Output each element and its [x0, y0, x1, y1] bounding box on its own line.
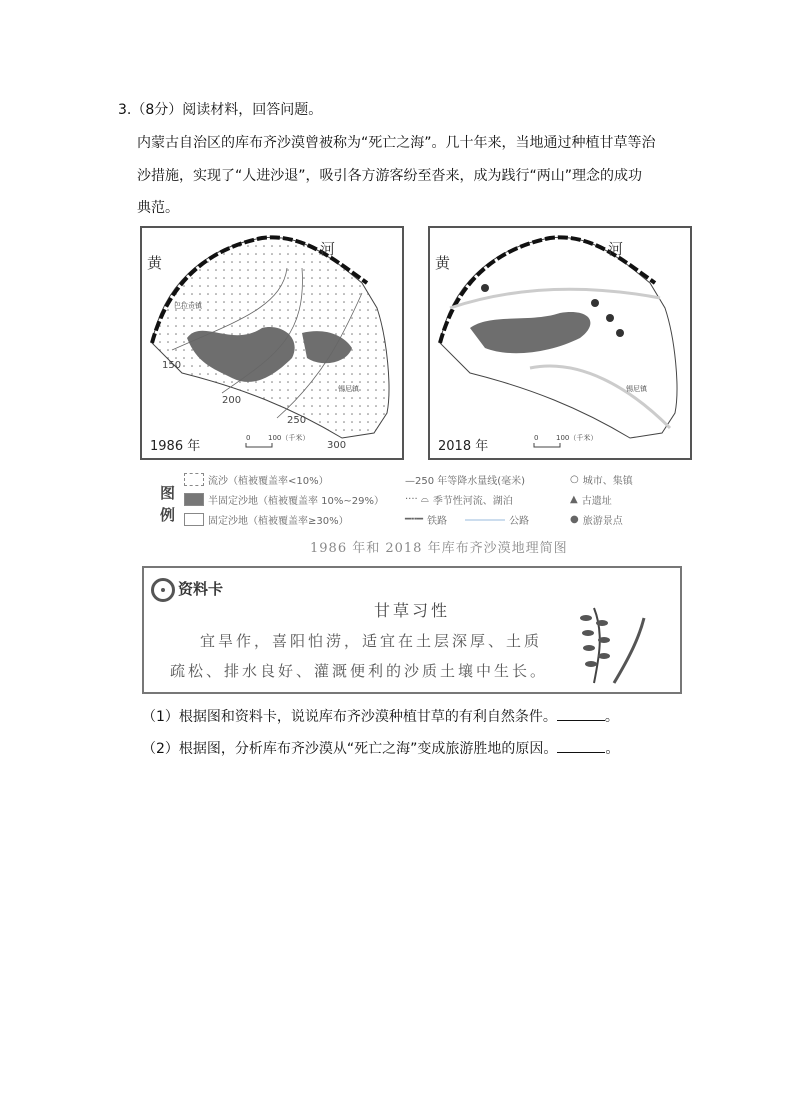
- map-1986: [140, 226, 404, 460]
- scale-bar: [246, 443, 272, 447]
- question-end: 。: [604, 709, 619, 725]
- paragraph-line: 内蒙古自治区的库布齐沙漠曾被称为“死亡之海”。几十年来，当地通过种植甘草等治: [137, 135, 656, 151]
- scale-label: 100（千米）: [268, 434, 310, 442]
- map-legend: [150, 468, 690, 538]
- scale-bar: [534, 443, 560, 447]
- legend-title: 例: [160, 506, 176, 524]
- legend-item: [184, 512, 349, 527]
- river-label: 河: [320, 240, 336, 258]
- licorice-plant-icon: [564, 598, 654, 688]
- paragraph-line: 典范。: [137, 200, 179, 216]
- answer-blank[interactable]: [557, 738, 605, 753]
- legend-label: 公路: [509, 516, 530, 527]
- river-label: 黄: [435, 254, 451, 272]
- map-2018: [428, 226, 692, 460]
- answer-blank[interactable]: [557, 706, 605, 721]
- railway-icon: ━╍━: [405, 514, 424, 525]
- semi-fixed-swatch: [184, 493, 204, 506]
- seasonal-river-icon: ···· ⌓: [405, 494, 429, 505]
- legend-item: [405, 512, 529, 527]
- legend-label: 城市、集镇: [582, 476, 633, 487]
- town-label: 锡尼镇: [626, 385, 647, 393]
- legend-label: 流沙（植被覆盖率<10%）: [208, 476, 329, 487]
- scenic-spot-icon: [606, 314, 614, 322]
- legend-label: 季节性河流、湖泊: [432, 496, 513, 507]
- question-header: 3.（8分）阅读材料，回答问题。: [118, 102, 323, 118]
- isoline-label: 300: [327, 440, 347, 451]
- legend-item: [570, 492, 612, 507]
- legend-item: [184, 492, 384, 507]
- isoline-label: 250: [287, 415, 307, 426]
- map-year: 2018 年: [438, 439, 489, 454]
- legend-item: [570, 512, 623, 527]
- legend-label: 固定沙地（植被覆盖率≥30%）: [208, 516, 349, 527]
- sub-question-2: [142, 738, 619, 759]
- legend-item: [184, 472, 329, 487]
- scenic-spot-icon: [591, 299, 599, 307]
- card-body: 宜旱作，喜阳怕涝，适宜在土层深厚、土质疏松、排水良好、灌溉便利的沙质土壤中生长。: [170, 632, 549, 680]
- question-text: （1）根据图和资料卡，说说库布齐沙漠种植甘草的有利自然条件。: [142, 709, 557, 725]
- legend-label: 古遗址: [581, 496, 612, 507]
- river-label: 河: [608, 240, 624, 258]
- map-1986-drawing: [142, 228, 402, 458]
- card-icon: [151, 578, 175, 602]
- scale-zero: 0: [246, 434, 251, 442]
- town-label: 锡尼镇: [338, 385, 359, 393]
- quicksand-swatch: [184, 473, 204, 486]
- legend-item: [405, 492, 513, 507]
- city-icon: ○: [570, 474, 579, 485]
- legend-item: [570, 472, 633, 487]
- card-subtitle: 甘草习性: [374, 601, 451, 620]
- map-2018-drawing: [430, 228, 690, 458]
- scenic-spot-icon: ●: [570, 514, 579, 525]
- river-label: 黄: [147, 254, 163, 272]
- scenic-spot-icon: [481, 284, 489, 292]
- legend-label: 半固定沙地（植被覆盖率 10%~29%）: [208, 496, 385, 507]
- map-year: 1986 年: [150, 439, 201, 454]
- ancient-site-icon: ▲: [570, 494, 578, 505]
- scale-zero: 0: [534, 434, 539, 442]
- card-title: 资料卡: [178, 580, 224, 598]
- highway-icon: [465, 519, 505, 521]
- question-end: 。: [605, 741, 620, 757]
- isoline-label: 150: [162, 360, 182, 371]
- scenic-spot-icon: [616, 329, 624, 337]
- legend-label: —250 年等降水量线(毫米): [405, 476, 526, 487]
- town-label: 巴拉贡镇: [174, 302, 202, 310]
- figure-caption: 1986 年和 2018 年库布齐沙漠地理简图: [310, 541, 568, 556]
- scale-label: 100（千米）: [556, 434, 598, 442]
- legend-title: 图: [160, 484, 176, 502]
- legend-label: 旅游景点: [582, 516, 623, 527]
- isoline-label: 200: [222, 395, 242, 406]
- question-text: （2）根据图，分析库布齐沙漠从“死亡之海”变成旅游胜地的原因。: [142, 741, 558, 757]
- info-card: [142, 566, 682, 694]
- legend-label: 铁路: [427, 516, 448, 527]
- paragraph-line: 沙措施，实现了“人进沙退”，吸引各方游客纷至沓来，成为践行“两山”理念的成功: [137, 168, 643, 184]
- fixed-swatch: [184, 513, 204, 526]
- legend-item: [405, 472, 525, 487]
- sub-question-1: [142, 706, 619, 727]
